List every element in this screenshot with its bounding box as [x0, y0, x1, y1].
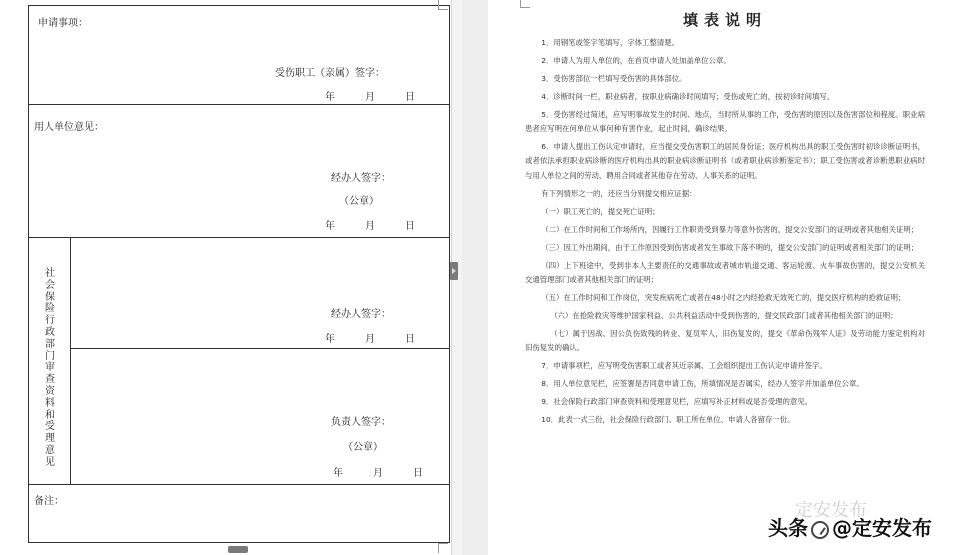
handler-signature-label: 经办人签字：: [331, 173, 391, 184]
instruction-item: 5．受伤害经过简述，应写明事故发生的时间、地点，当时所从事的工作，受伤害的原因以及伤害部位和程度。职业病患者应写明在何单位从事何种有害作业，起止时间，确诊结果。: [525, 110, 925, 134]
official-seal-label: （公章）: [339, 196, 379, 207]
instruction-item: 8．用人单位意见栏，应签署是否同意申请工伤，所填情况是否属实，经办人签字并加盖单位公章。: [541, 379, 864, 389]
social-insurance-review-section: [29, 238, 449, 485]
instruction-item: 3．受伤害部位一栏填写受伤害的具体部位。: [541, 74, 687, 83]
instruction-item: （二）在工作时间和工作场所内，因履行工作职责受到暴力等意外伤害的，提交公安部门的证明或者其他相关证明；: [541, 224, 919, 234]
page-corner-mark: [438, 543, 448, 553]
review-vertical-label-cell: [29, 238, 71, 484]
review-vertical-label: 社会保险行政部门审查资料和受理意见: [45, 268, 55, 468]
watermark-prefix: 头条: [768, 516, 808, 540]
instruction-item: （五）在工作时间和工作岗位，突发疾病死亡或者在48小时之内经抢救无效死亡的，提交医疗机构的抢救证明；: [541, 292, 906, 302]
instruction-item: （四）上下班途中，受到非本人主要责任的交通事故或者城市轨道交通、客运轮渡、火车事故伤害的，提交公安机关交通管理部门或者其他相关部门的证明；: [525, 260, 925, 284]
instruction-item: 7．申请事项栏，应写明受伤害职工或者其近亲属、工会组织提出工伤认定申请并签字。: [541, 361, 827, 371]
instruction-item: 2．申请人为用人单位的，在首页申请人处加盖单位公章。: [541, 56, 731, 65]
instruction-item: 10．此表一式三份，社会保险行政部门、职工所在单位、申请人各留存一份。: [541, 415, 795, 425]
instructions-page: [488, 0, 962, 555]
page-scroll-indicator[interactable]: [228, 546, 248, 553]
instructions-body: [525, 36, 925, 431]
handler-signature-label: 经办人签字：: [331, 309, 391, 320]
employer-opinion-label: 用人单位意见：: [34, 122, 104, 133]
instruction-item: （一）职工死亡的，提交死亡证明；: [541, 206, 660, 216]
remarks-label: 备注：: [34, 496, 64, 507]
employer-opinion-section: [29, 105, 449, 238]
official-seal-label: （公章）: [343, 442, 383, 453]
application-items-section: [29, 6, 449, 105]
handler-review-cell: [71, 238, 449, 349]
application-form-table: [28, 5, 450, 543]
date-line: 年 月 日: [333, 468, 423, 479]
instruction-item: 9．社会保险行政部门审查资料和受理意见栏，应填写补正材料或是否受理的意见。: [541, 397, 813, 407]
injured-worker-signature-label: 受伤职工（亲属）签字：: [275, 68, 385, 79]
expand-handle-icon[interactable]: [450, 262, 458, 280]
toutiao-logo-icon: [811, 521, 829, 539]
supervisor-review-cell: [71, 349, 449, 484]
remarks-section: [29, 485, 449, 544]
instruction-item: 4．诊断时间一栏，职业病者，按职业病确诊时间填写；受伤或死亡的，按初诊时间填写。: [541, 92, 835, 101]
form-page: [0, 0, 462, 555]
instruction-item: （七）属于因战、因公负伤致残的转业、复员军人，旧伤复发的，提交《革命伤残军人证》及劳动能力鉴定机构对旧伤复发的确认。: [525, 328, 925, 353]
watermark-account: @定安发布: [832, 516, 932, 540]
instruction-item: 1．用钢笔或签字笔填写，字体工整清楚。: [541, 38, 680, 47]
page-corner-mark: [520, 0, 530, 8]
faded-watermark: 定安发布: [795, 500, 867, 521]
page-gap: [462, 0, 488, 555]
supervisor-signature-label: 负责人签字：: [331, 417, 391, 428]
date-line: 年 月 日: [325, 92, 415, 103]
instruction-item: 有下列情形之一的，还应当分别提交相应证据：: [541, 188, 697, 198]
date-line: 年 月 日: [325, 221, 415, 232]
instruction-item: （三）因工外出期间，由于工作原因受到伤害或者发生事故下落不明的，提交公安部门的证明或者相关部门的证明；: [541, 242, 919, 252]
toutiao-watermark: [768, 512, 932, 541]
instruction-item: 6．申请人提出工伤认定申请时，应当提交受伤害职工的居民身份证；医疗机构出具的职工受伤害时初诊诊断证明书，或者依法承担职业病诊断的医疗机构出具的职业病诊断证明书（或者职业病诊断鉴定书）；职工受伤害或者诊断患职业病时与用人单位之间的劳动、聘用合同或者其他存在劳动、人事关系的证明。: [525, 142, 925, 180]
date-line: 年 月 日: [325, 334, 415, 345]
application-items-label: 申请事项：: [38, 18, 88, 29]
instruction-item: （六）在抢险救灾等维护国家利益、公共利益活动中受到伤害的，提交民政部门或者其他相关部门的证明；: [550, 310, 898, 320]
instructions-title: 填表说明: [682, 11, 767, 29]
page-corner-mark: [438, 0, 448, 10]
